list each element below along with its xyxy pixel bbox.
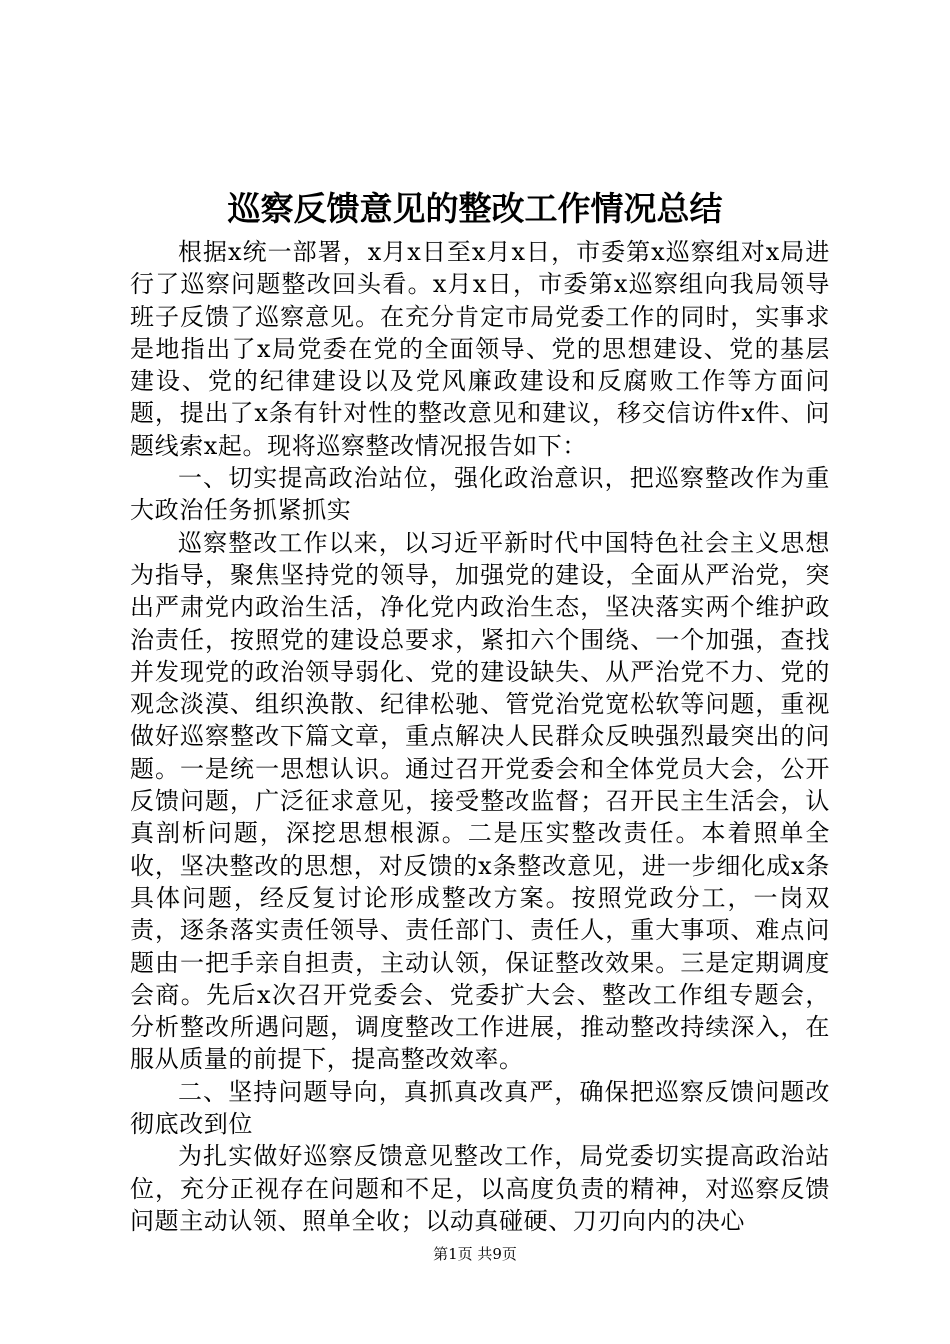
section-heading-2: 二、坚持问题导向，真抓真改真严，确保把巡察反馈问题改彻底改到位 (130, 1077, 830, 1139)
paragraph-intro: 根据x统一部署，x月x日至x月x日，市委第x巡察组对x局进行了巡察问题整改回头看。x月x日，市委第x巡察组向我局领导班子反馈了巡察意见。在充分肯定市局党委工作的同时，实事求是地指出了x局党委在党的全面领导、党的思想建设、党的基层建设、党的纪律建设以及党风廉政建设和反腐败工作等方面问题，提出了x条有针对性的整改意见和建议，移交信访件x件、问题线索x起。现将巡察整改情况报告如下： (130, 238, 830, 460)
page-number: 第1页 共9页 (433, 1245, 517, 1263)
paragraph-section-1: 巡察整改工作以来，以习近平新时代中国特色社会主义思想为指导，聚焦坚持党的领导，加强党的建设，全面从严治党，突出严肃党内政治生活，净化党内政治生态，坚决落实两个维护政治责任，按照党的建设总要求，紧扣六个围绕、一个加强，查找并发现党的政治领导弱化、党的建设缺失、从严治党不力、党的观念淡漠、组织涣散、纪律松驰、管党治党宽松软等问题，重视做好巡察整改下篇文章，重点解决人民群众反映强烈最突出的问题。一是统一思想认识。通过召开党委会和全体党员大会，公开反馈问题，广泛征求意见，接受整改监督；召开民主生活会，认真剖析问题，深挖思想根源。二是压实整改责任。本着照单全收，坚决整改的思想，对反馈的x条整改意见，进一步细化成x条具体问题，经反复讨论形成整改方案。按照党政分工，一岗双责，逐条落实责任领导、责任部门、责任人，重大事项、难点问题由一把手亲自担责，主动认领，保证整改效果。三是定期调度会商。先后x次召开党委会、党委扩大会、整改工作组专题会，分析整改所遇问题，调度整改工作进展，推动整改持续深入，在服从质量的前提下，提高整改效率。 (130, 528, 830, 1074)
paragraph-section-2: 为扎实做好巡察反馈意见整改工作，局党委切实提高政治站位，充分正视存在问题和不足，以高度负责的精神，对巡察反馈问题主动认领、照单全收；以动真碰硬、刀刃向内的决心 (130, 1142, 830, 1235)
document-title: 巡察反馈意见的整改工作情况总结 (227, 189, 723, 228)
section-heading-1: 一、切实提高政治站位，强化政治意识，把巡察整改作为重大政治任务抓紧抓实 (130, 464, 830, 525)
document-body (130, 236, 830, 1237)
